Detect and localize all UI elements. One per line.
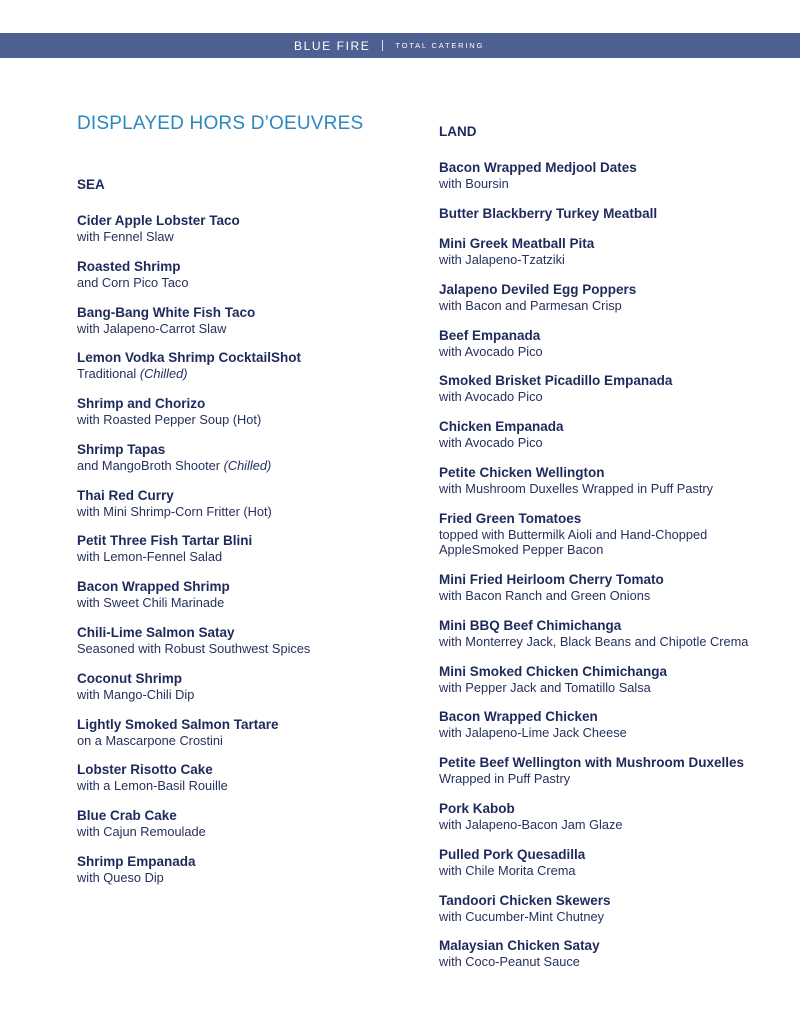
page-title: DISPLAYED HORS D’OEUVRES <box>77 113 364 134</box>
menu-item-name: Cider Apple Lobster Taco <box>77 213 240 228</box>
menu-item-description-text: with Pepper Jack and Tomatillo Salsa <box>439 679 651 695</box>
menu-item-name: Bang-Bang White Fish Taco <box>77 304 256 320</box>
menu-item-description-text: with Avocado Pico <box>439 435 543 451</box>
menu-item-name: Petite Beef Wellington with Mushroom Duxelles <box>439 755 745 771</box>
menu-item-note: (Chilled) <box>223 457 272 473</box>
land-menu-item <box>439 572 789 604</box>
land-menu-item <box>439 664 789 696</box>
sea-menu-item <box>77 259 427 291</box>
menu-item-name: Lemon Vodka Shrimp CocktailShot <box>77 350 302 366</box>
menu-item-name: Beef Empanada <box>439 327 541 343</box>
menu-item-description-text: with Avocado Pico <box>439 389 543 405</box>
menu-item-description-text: with Lemon-Fennel Salad <box>77 549 223 565</box>
sea-column <box>77 177 427 900</box>
menu-item-description-text: with Cucumber-Mint Chutney <box>439 908 604 924</box>
land-menu-item <box>439 328 789 360</box>
menu-item-note: (Chilled) <box>139 366 188 382</box>
sea-menu-item <box>77 442 427 474</box>
menu-item-description-text: and MangoBroth Shooter <box>77 457 220 473</box>
menu-item-name: Mini Fried Heirloom Cherry Tomato <box>439 572 664 588</box>
sea-list <box>77 213 427 886</box>
land-menu-item <box>439 938 789 970</box>
menu-item-description-text: with Jalapeno-Bacon Jam Glaze <box>439 816 623 832</box>
menu-item-description <box>439 634 789 650</box>
sea-menu-item <box>77 579 427 611</box>
land-menu-item <box>439 893 789 925</box>
menu-item-name: Pulled Pork Quesadilla <box>439 846 586 862</box>
sea-menu-item <box>77 717 427 749</box>
menu-item-description-text: Seasoned with Robust Southwest Spices <box>77 641 311 657</box>
menu-item-name: Malaysian Chicken Satay <box>439 938 600 954</box>
land-menu-item <box>439 282 789 314</box>
land-menu-item <box>439 419 789 451</box>
menu-item-description-text: with Roasted Pepper Soup (Hot) <box>77 412 262 428</box>
sea-menu-item <box>77 213 427 245</box>
menu-item-description <box>77 733 427 749</box>
sea-menu-item <box>77 350 427 382</box>
menu-item-description-text: with Jalapeno-Lime Jack Cheese <box>439 725 627 741</box>
menu-item-name: Butter Blackberry Turkey Meatball <box>439 205 658 221</box>
menu-item-description <box>77 595 427 611</box>
land-menu-item <box>439 755 789 787</box>
menu-item-name: Mini Smoked Chicken Chimichanga <box>439 663 668 679</box>
land-heading: LAND <box>439 124 477 139</box>
header-bar <box>0 33 800 58</box>
menu-item-description <box>77 275 427 291</box>
sea-menu-item <box>77 625 427 657</box>
menu-item-description-text: with a Lemon-Basil Rouille <box>77 778 228 794</box>
brand-name: BLUE FIRE <box>294 38 371 53</box>
menu-item-description <box>77 229 427 245</box>
menu-item-description <box>439 298 789 314</box>
sea-heading: SEA <box>77 177 105 192</box>
sea-menu-item <box>77 396 427 428</box>
menu-item-description-line2: AppleSmoked Pepper Bacon <box>439 542 604 558</box>
menu-item-description <box>439 176 789 192</box>
sea-menu-item <box>77 762 427 794</box>
menu-item-description <box>77 641 427 657</box>
menu-item-description-text: with Sweet Chili Marinade <box>77 595 225 611</box>
menu-item-description-text: with Bacon Ranch and Green Onions <box>439 588 651 604</box>
menu-item-name: Tandoori Chicken Skewers <box>439 892 611 908</box>
menu-item-description-text: on a Mascarpone Crostini <box>77 732 223 748</box>
land-column <box>439 124 789 984</box>
menu-item-name: Chili-Lime Salmon Satay <box>77 625 235 641</box>
menu-item-description <box>77 687 427 703</box>
menu-item-description-text: Traditional <box>77 366 137 382</box>
menu-item-description <box>439 863 789 879</box>
menu-item-description-text: topped with Buttermilk Aioli and Hand-Chopped <box>439 526 708 542</box>
menu-item-description <box>439 954 789 970</box>
menu-item-name: Shrimp Empanada <box>77 853 196 869</box>
menu-item-description-text: with Avocado Pico <box>439 343 543 359</box>
menu-item-description <box>77 778 427 794</box>
sea-menu-item <box>77 808 427 840</box>
brand-divider <box>382 40 383 51</box>
menu-item-name: Smoked Brisket Picadillo Empanada <box>439 373 673 389</box>
menu-item-name: Petit Three Fish Tartar Blini <box>77 533 253 549</box>
land-menu-item <box>439 236 789 268</box>
brand-tagline: TOTAL CATERING <box>395 41 485 50</box>
sea-menu-item <box>77 488 427 520</box>
menu-item-name: Jalapeno Deviled Egg Poppers <box>439 281 637 297</box>
menu-item-description-text: with Boursin <box>439 176 509 191</box>
menu-item-name: Lobster Risotto Cake <box>77 762 213 778</box>
menu-item-name: Bacon Wrapped Chicken <box>439 709 598 725</box>
menu-item-name: Bacon Wrapped Medjool Dates <box>439 160 637 175</box>
land-menu-item <box>439 709 789 741</box>
menu-item-name: Chicken Empanada <box>439 419 564 435</box>
menu-item-description-text: with Coco-Peanut Sauce <box>439 954 580 970</box>
menu-item-name: Fried Green Tomatoes <box>439 510 582 526</box>
menu-item-description-text: with Monterrey Jack, Black Beans and Chipotle Crema <box>439 633 749 649</box>
sea-menu-item <box>77 854 427 886</box>
menu-item-description-text: Wrapped in Puff Pastry <box>439 771 571 787</box>
land-menu-item <box>439 206 789 222</box>
menu-item-name: Mini Greek Meatball Pita <box>439 235 595 251</box>
menu-item-name: Coconut Shrimp <box>77 670 182 686</box>
menu-item-description-text: and Corn Pico Taco <box>77 274 189 290</box>
menu-item-description <box>439 527 789 558</box>
sea-menu-item <box>77 533 427 565</box>
land-menu-item <box>439 160 789 192</box>
menu-item-description <box>439 909 789 925</box>
menu-item-description-text: with Jalapeno-Tzatziki <box>439 251 565 267</box>
menu-item-name: Shrimp and Chorizo <box>77 396 206 412</box>
menu-item-description-text: with Mini Shrimp-Corn Fritter (Hot) <box>77 503 272 519</box>
menu-item-description <box>439 435 789 451</box>
menu-item-description <box>439 252 789 268</box>
menu-item-description <box>439 481 789 497</box>
menu-item-description <box>77 870 427 886</box>
menu-item-name: Pork Kabob <box>439 800 515 816</box>
land-menu-item <box>439 373 789 405</box>
menu-item-description <box>439 588 789 604</box>
menu-item-description-text: with Jalapeno-Carrot Slaw <box>77 320 227 336</box>
menu-item-description-text: with Queso Dip <box>77 869 164 885</box>
sea-menu-item <box>77 305 427 337</box>
land-menu-item <box>439 511 789 558</box>
menu-item-description <box>439 344 789 360</box>
menu-item-name: Thai Red Curry <box>77 487 174 503</box>
menu-item-name: Roasted Shrimp <box>77 258 181 274</box>
menu-item-name: Mini BBQ Beef Chimichanga <box>439 617 622 633</box>
menu-item-name: Lightly Smoked Salmon Tartare <box>77 716 279 732</box>
land-menu-item <box>439 618 789 650</box>
menu-item-description-text: with Cajun Remoulade <box>77 824 206 840</box>
sea-menu-item <box>77 671 427 703</box>
menu-item-description-text: with Fennel Slaw <box>77 229 174 244</box>
menu-item-description-text: with Mushroom Duxelles Wrapped in Puff Pastry <box>439 480 714 496</box>
land-menu-item <box>439 801 789 833</box>
menu-item-description <box>77 504 427 520</box>
menu-item-name: Shrimp Tapas <box>77 441 166 457</box>
menu-item-description <box>77 412 427 428</box>
menu-item-description <box>439 680 789 696</box>
menu-item-description <box>439 771 789 787</box>
land-list <box>439 160 789 970</box>
menu-item-description <box>439 817 789 833</box>
menu-item-description <box>439 725 789 741</box>
menu-item-description <box>77 549 427 565</box>
menu-item-description-text: with Chile Morita Crema <box>439 862 576 878</box>
menu-item-name: Petite Chicken Wellington <box>439 464 605 480</box>
menu-item-name: Blue Crab Cake <box>77 808 177 824</box>
menu-item-description <box>439 389 789 405</box>
menu-item-description-text: with Bacon and Parmesan Crisp <box>439 297 622 313</box>
menu-item-description <box>77 366 427 382</box>
land-menu-item <box>439 847 789 879</box>
menu-item-description <box>77 824 427 840</box>
menu-item-description <box>77 458 427 474</box>
menu-item-description-text: with Mango-Chili Dip <box>77 686 195 702</box>
land-menu-item <box>439 465 789 497</box>
menu-item-description <box>77 321 427 337</box>
brand <box>294 33 484 58</box>
menu-item-name: Bacon Wrapped Shrimp <box>77 579 230 595</box>
